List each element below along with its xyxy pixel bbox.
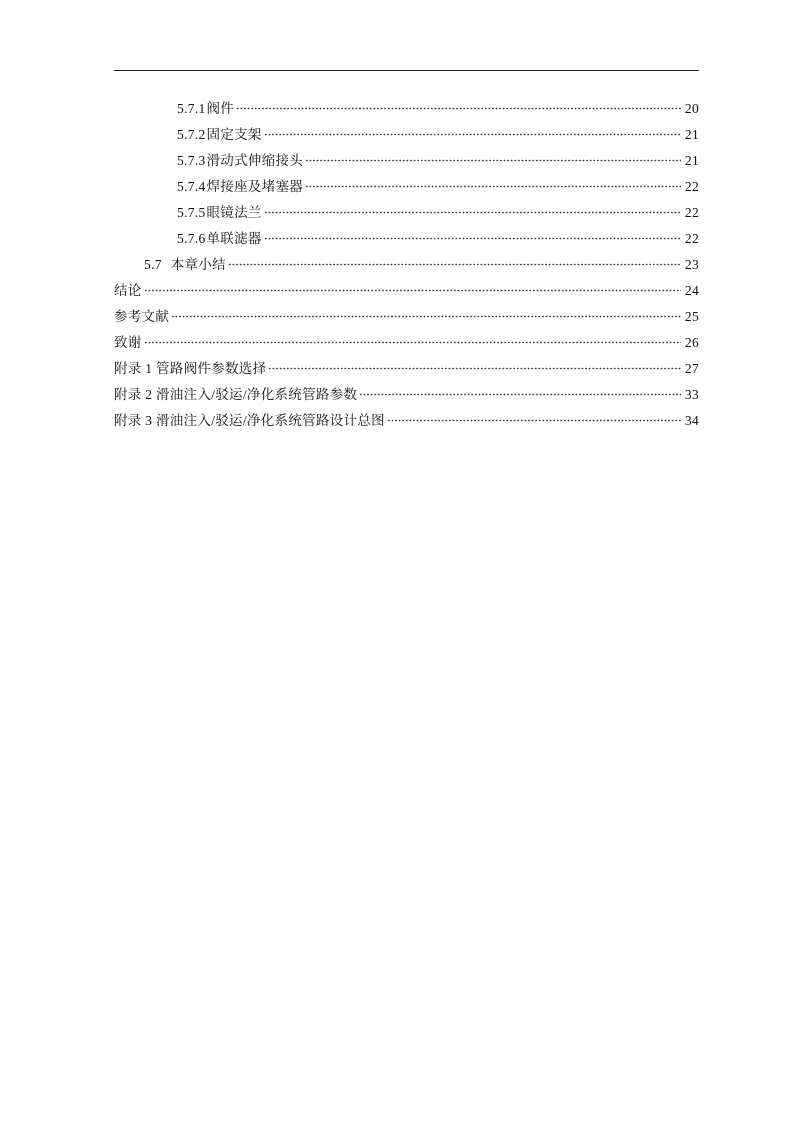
toc-entry-title: 结论 (114, 283, 142, 298)
toc-entry-number: 5.7.3 (177, 153, 206, 168)
toc-entry[interactable] (114, 304, 699, 330)
toc-entry-title: 参考文献 (114, 309, 170, 324)
toc-entry-title: 致谢 (114, 335, 142, 350)
dot-leader (171, 310, 681, 318)
toc-entry-title: 阀件 (206, 101, 235, 116)
toc-entry-number: 5.7.2 (177, 127, 206, 142)
toc-entry-number: 5.7.4 (177, 179, 206, 194)
toc-entry-title: 附录 2 滑油注入/驳运/净化系统管路参数 (114, 387, 358, 402)
toc-entry-number: 5.7.5 (177, 205, 206, 220)
toc-entry-title: 眼镜法兰 (206, 205, 262, 220)
toc-entry[interactable] (114, 278, 699, 304)
dot-leader (264, 206, 681, 214)
dot-leader (264, 232, 681, 240)
toc-entry-title: 滑动式伸缩接头 (206, 153, 304, 168)
toc-entry[interactable] (114, 382, 699, 408)
toc-entry-page: 22 (684, 205, 699, 220)
toc-entry-label (144, 252, 226, 278)
toc-entry-page: 25 (684, 309, 699, 324)
toc-entry-number: 5.7 (144, 257, 162, 272)
toc-entry-page: 22 (684, 179, 699, 194)
dot-leader (305, 154, 681, 162)
toc-entry[interactable] (114, 148, 699, 174)
toc-entry[interactable] (114, 408, 699, 434)
dot-leader (228, 258, 681, 266)
toc-entry-label (177, 200, 262, 226)
toc-entry[interactable] (114, 174, 699, 200)
toc-entry-title: 附录 3 滑油注入/驳运/净化系统管路设计总图 (114, 413, 385, 428)
toc-entry-page: 22 (684, 231, 699, 246)
toc-entry-page: 24 (684, 283, 699, 298)
toc-entry-title: 单联滤器 (206, 231, 262, 246)
toc-entry[interactable] (114, 252, 699, 278)
toc-entry[interactable] (114, 330, 699, 356)
toc-entry-page: 20 (684, 101, 699, 116)
toc-entry-page: 21 (684, 153, 699, 168)
toc-entry-number: 5.7.1 (177, 101, 206, 116)
dot-leader (144, 336, 681, 344)
toc-entry-page: 27 (684, 361, 699, 376)
toc-entry-page: 34 (684, 413, 699, 428)
toc-entry-title: 焊接座及堵塞器 (206, 179, 304, 194)
toc-entry-title: 附录 1 管路阀件参数选择 (114, 361, 267, 376)
toc-entry-page: 26 (684, 335, 699, 350)
dot-leader (236, 102, 681, 110)
toc-entry-label (177, 122, 262, 148)
toc-entry-label (177, 174, 303, 200)
dot-leader (359, 388, 681, 396)
toc-entry-page: 21 (684, 127, 699, 142)
dot-leader (268, 362, 681, 370)
toc-entry[interactable] (114, 226, 699, 252)
toc-entry-label (177, 148, 303, 174)
dot-leader (387, 414, 681, 422)
toc-entry-title: 固定支架 (206, 127, 262, 142)
header-rule (114, 70, 699, 71)
toc-entry[interactable] (114, 356, 699, 382)
toc-entry-page: 33 (684, 387, 699, 402)
toc-entry[interactable] (114, 200, 699, 226)
toc-entry-page: 23 (684, 257, 699, 272)
toc-entry-number: 5.7.6 (177, 231, 206, 246)
table-of-contents (114, 96, 699, 434)
dot-leader (305, 180, 681, 188)
toc-entry-label (177, 96, 234, 122)
dot-leader (264, 128, 681, 136)
toc-entry-label (177, 226, 262, 252)
toc-entry[interactable] (114, 122, 699, 148)
toc-entry-title: 本章小结 (170, 257, 226, 272)
toc-entry[interactable] (114, 96, 699, 122)
dot-leader (144, 284, 681, 292)
